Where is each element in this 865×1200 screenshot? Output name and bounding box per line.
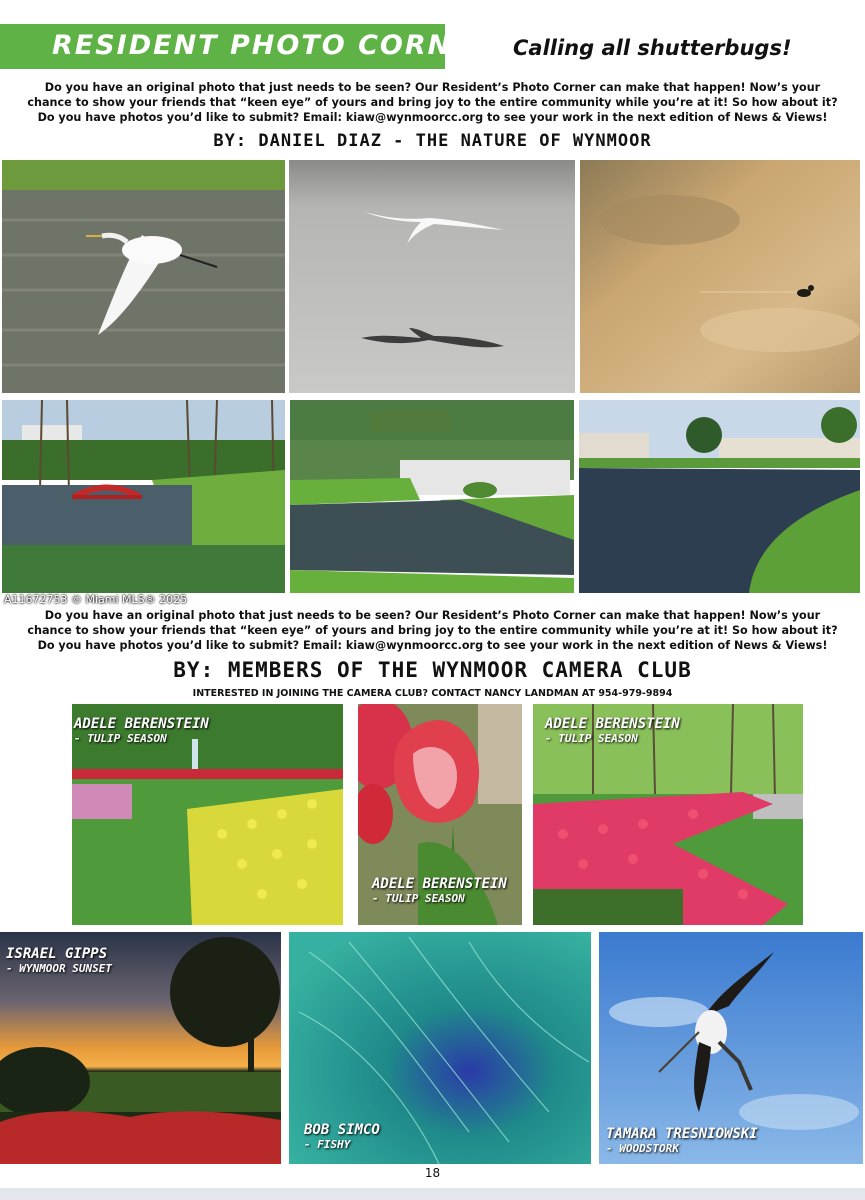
mls-watermark: A11672753 © Miami MLS® 2025 xyxy=(4,593,188,606)
footer-bar xyxy=(0,1188,865,1200)
intro-line: Do you have an original photo that just needs to be seen? Our Resident’s Photo Corner can make that happen! Now’s your xyxy=(44,81,821,94)
photo-egret-reflection xyxy=(289,160,575,393)
photo-palms-red-bridge xyxy=(2,400,285,593)
caption-name: ADELE BERENSTEIN xyxy=(545,716,680,732)
photo-egret-flying xyxy=(2,160,285,393)
caption-name: TAMARA TRESNIOWSKI xyxy=(606,1126,758,1142)
caption-bob-simco xyxy=(304,1122,380,1151)
caption-name: ISRAEL GIPPS xyxy=(6,946,108,962)
caption-title: - TULIP SEASON xyxy=(545,732,638,745)
caption-title: - WOODSTORK xyxy=(606,1142,679,1155)
camera-club-contact: INTERESTED IN JOINING THE CAMERA CLUB? CONTACT NANCY LANDMAN AT 954-979-9894 xyxy=(192,688,673,699)
caption-adele-3 xyxy=(545,716,680,745)
intro-line: Do you have an original photo that just needs to be seen? Our Resident’s Photo Corner can make that happen! Now’s your xyxy=(44,609,821,622)
page-number: 18 xyxy=(424,1166,441,1180)
intro-paragraph-repeat xyxy=(12,608,853,653)
tagline: Calling all shutterbugs! xyxy=(513,36,792,60)
caption-title: - TULIP SEASON xyxy=(74,732,167,745)
section2-byline: BY: MEMBERS OF THE WYNMOOR CAMERA CLUB xyxy=(173,658,692,682)
intro-line: Do you have photos you’d like to submit? Email: kiaw@wynmoorcc.org to see your work in the next edition of News & Views! xyxy=(37,639,828,652)
caption-name: ADELE BERENSTEIN xyxy=(372,876,507,892)
caption-israel-gipps xyxy=(6,946,112,975)
caption-title: - FISHY xyxy=(304,1138,351,1151)
caption-name: ADELE BERENSTEIN xyxy=(74,716,209,732)
header-banner xyxy=(0,24,496,69)
photo-lake-condos xyxy=(579,400,860,593)
banner-title: RESIDENT PHOTO CORNER xyxy=(52,30,496,61)
intro-paragraph xyxy=(12,80,853,125)
caption-adele-1 xyxy=(74,716,209,745)
caption-title: - WYNMOOR SUNSET xyxy=(6,962,112,975)
intro-line: Do you have photos you’d like to submit? Email: kiaw@wynmoorcc.org to see your work in the next edition of News & Views! xyxy=(37,111,828,124)
caption-name: BOB SIMCO xyxy=(304,1122,380,1138)
intro-line: chance to show your friends that “keen eye” of yours and bring joy to the entire community while you’re at it! So how about it? xyxy=(27,624,838,637)
photo-canal-lawn xyxy=(290,400,574,593)
section1-byline: BY: DANIEL DIAZ - THE NATURE OF WYNMOOR xyxy=(213,131,652,151)
photo-duck-golden-water xyxy=(580,160,860,393)
caption-tamara-tresniowski xyxy=(606,1126,758,1155)
intro-line: chance to show your friends that “keen eye” of yours and bring joy to the entire community while you’re at it! So how about it? xyxy=(27,96,838,109)
caption-adele-2 xyxy=(372,876,507,905)
caption-title: - TULIP SEASON xyxy=(372,892,465,905)
